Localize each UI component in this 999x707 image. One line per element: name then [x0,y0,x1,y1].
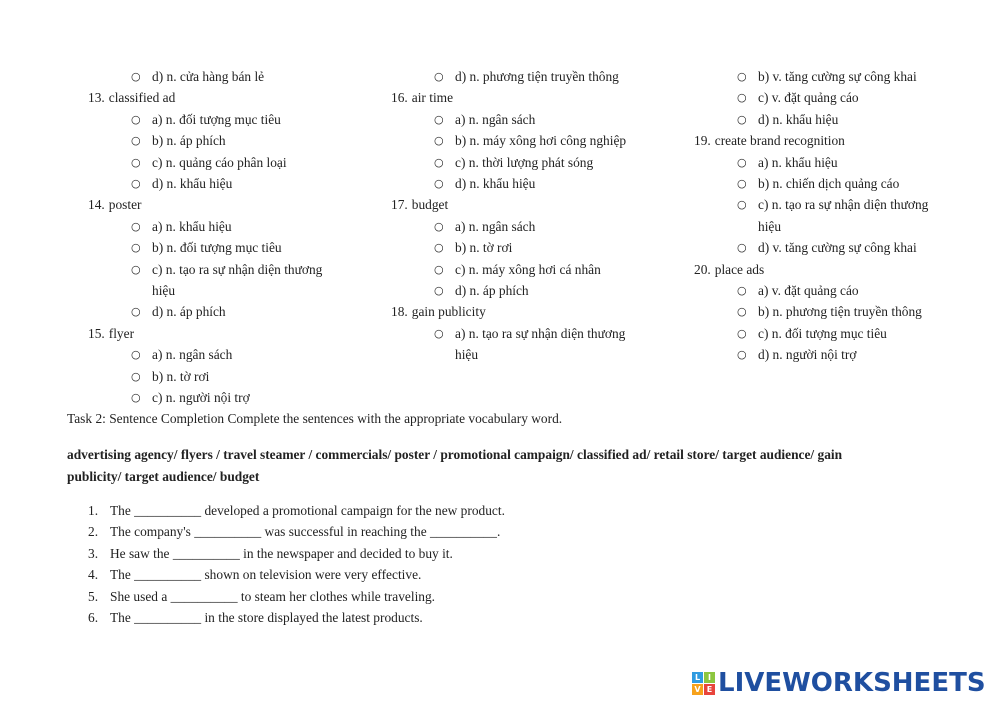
circle-bullet-icon: ○ [434,262,444,276]
answer-option-text: c) n. quảng cáo phân loại [152,154,287,170]
sentence-number: 5. [88,588,99,604]
answer-option-text: d) n. phương tiện truyền thông [455,69,619,84]
question-block [88,323,388,409]
answer-option-text: c) n. đối tượng mục tiêu [758,325,887,341]
circle-bullet-icon: ○ [737,305,747,319]
question-term: classified ad [108,90,176,106]
question-column-3 [694,66,994,366]
sentence-item [88,586,788,607]
answer-option[interactable] [88,152,342,173]
question-number: 16. [391,90,408,106]
sentence-text: The __________ developed a promotional campaign for the new product. [110,503,505,518]
answer-option-text: a) n. tạo ra sự nhận diện thương hiệu [455,325,626,363]
question-term: air time [411,90,454,106]
sentence-number: 3. [88,545,99,561]
answer-option[interactable] [694,280,948,301]
question-term: place ads [714,261,765,277]
question-block [391,87,691,194]
answer-option[interactable] [391,280,645,301]
answer-option-text: b) n. đối tượng mục tiêu [152,240,282,256]
sentence-number: 6. [88,610,99,626]
answer-option[interactable] [88,173,342,194]
sentence-number: 1. [88,503,99,518]
answer-option[interactable] [391,216,645,237]
answer-option[interactable] [694,152,948,173]
question-block [694,66,994,130]
circle-bullet-icon: ○ [131,155,141,169]
circle-bullet-icon: ○ [131,219,141,233]
answer-option[interactable] [694,323,948,344]
question-block [88,87,388,194]
question-block [88,194,388,322]
answer-option[interactable] [88,66,342,87]
answer-option[interactable] [88,259,342,302]
circle-bullet-icon: ○ [434,112,444,126]
logo-grid-icon [692,672,715,695]
logo-letter: I [704,672,715,683]
question-column-2 [391,66,691,366]
question-term: gain publicity [411,304,486,320]
circle-bullet-icon: ○ [737,241,747,255]
circle-bullet-icon: ○ [737,91,747,105]
answer-option[interactable] [694,194,948,237]
answer-option[interactable] [88,344,342,365]
question-column-1 [88,66,388,408]
circle-bullet-icon: ○ [434,70,444,83]
circle-bullet-icon: ○ [434,134,444,148]
answer-option[interactable] [88,130,342,151]
answer-option-text: a) n. khẩu hiệu [152,218,232,234]
task2-title: Task 2: Sentence Completion Complete the sentences with the appropriate vocabulary word. [67,411,563,426]
sentence-text: The __________ in the store displayed the latest products. [110,610,423,626]
answer-option-text: b) n. chiến dịch quảng cáo [758,176,900,192]
sentence-item [88,521,788,542]
logo-letter: E [704,684,715,695]
sentence-number: 4. [88,567,99,583]
question-number: 18. [391,304,408,320]
word-bank: advertising agency/ flyers / travel steamer / commercials/ poster / promotional campaign/ classified ad/ retail store/ target audience/ gain publicity/ target audience/ budget [67,447,843,484]
answer-option[interactable] [694,237,948,258]
answer-option-text: d) n. khẩu hiệu [758,111,839,127]
circle-bullet-icon: ○ [131,262,141,276]
answer-option[interactable] [88,301,342,322]
circle-bullet-icon: ○ [131,391,141,405]
question-block [391,301,691,365]
circle-bullet-icon: ○ [434,284,444,298]
sentence-number: 2. [88,524,99,540]
question-block [694,130,994,258]
answer-option-text: d) n. khẩu hiệu [152,176,233,192]
answer-option-text: d) n. cửa hàng bán lẻ [152,69,265,84]
sentence-text: He saw the __________ in the newspaper and decided to buy it. [110,545,453,561]
answer-option-text: b) v. tăng cường sự công khai [758,69,917,84]
circle-bullet-icon: ○ [434,326,444,340]
answer-option-text: c) n. người nội trợ [152,390,250,406]
circle-bullet-icon: ○ [434,219,444,233]
answer-option-text: d) v. tăng cường sự công khai [758,240,917,256]
answer-option-text: d) n. áp phích [152,304,226,320]
circle-bullet-icon: ○ [434,155,444,169]
question-heading [694,130,994,151]
question-heading [88,194,388,215]
circle-bullet-icon: ○ [131,134,141,148]
sentence-text: The __________ shown on television were very effective. [110,567,422,583]
question-block [391,66,691,87]
answer-option-text: c) n. máy xông hơi cá nhân [455,261,601,277]
sentence-item [88,564,788,585]
question-number: 17. [391,197,408,213]
answer-option-text: a) n. đối tượng mục tiêu [152,111,281,127]
circle-bullet-icon: ○ [737,326,747,340]
answer-option-text: c) n. thời lượng phát sóng [455,154,594,170]
sentence-item [88,607,788,628]
circle-bullet-icon: ○ [737,70,747,83]
circle-bullet-icon: ○ [131,112,141,126]
sentence-text: She used a __________ to steam her clothes while traveling. [110,588,436,604]
answer-option-text: c) n. tạo ra sự nhận diện thương hiệu [152,261,323,299]
answer-option[interactable] [694,109,948,130]
question-heading [88,323,388,344]
question-number: 14. [88,197,105,213]
sentence-text: The company's __________ was successful in reaching the __________. [110,524,501,540]
answer-option-text: a) n. ngân sách [152,347,233,363]
answer-option[interactable] [88,366,342,387]
sentence-item [88,500,788,521]
circle-bullet-icon: ○ [737,348,747,362]
question-term: poster [108,197,142,213]
question-number: 19. [694,133,711,149]
answer-option-text: a) n. khẩu hiệu [758,154,838,170]
question-number: 15. [88,325,105,341]
answer-option[interactable] [694,66,948,87]
answer-option-text: b) n. máy xông hơi công nghiệp [455,133,627,149]
question-heading [391,194,691,215]
circle-bullet-icon: ○ [131,369,141,383]
answer-option[interactable] [88,237,342,258]
logo-letter: V [692,684,703,695]
question-heading [694,259,994,280]
question-block [694,259,994,366]
liveworksheets-logo [692,666,986,700]
brand-text: LIVEWORKSHEETS [718,668,986,698]
circle-bullet-icon: ○ [434,177,444,191]
answer-option-text: c) v. đặt quảng cáo [758,90,859,106]
answer-option-text: b) n. áp phích [152,133,226,149]
circle-bullet-icon: ○ [131,70,141,83]
circle-bullet-icon: ○ [737,177,747,191]
answer-option[interactable] [391,259,645,280]
circle-bullet-icon: ○ [131,305,141,319]
question-term: create brand recognition [714,133,845,149]
circle-bullet-icon: ○ [737,284,747,298]
answer-option[interactable] [694,173,948,194]
answer-option[interactable] [391,173,645,194]
question-block [391,194,691,301]
answer-option[interactable] [694,301,948,322]
answer-option-text: a) v. đặt quảng cáo [758,283,859,299]
question-number: 20. [694,261,711,277]
sentence-item [88,543,788,564]
question-heading [88,87,388,108]
answer-option[interactable] [88,387,342,408]
answer-option[interactable] [391,109,645,130]
question-heading [391,301,691,322]
question-heading [391,87,691,108]
answer-option-text: a) n. ngân sách [455,218,536,234]
answer-option[interactable] [391,66,645,87]
answer-option[interactable] [88,109,342,130]
circle-bullet-icon: ○ [131,348,141,362]
question-term: budget [411,197,449,213]
question-number: 13. [88,90,105,106]
answer-option-text: d) n. người nội trợ [758,347,857,363]
circle-bullet-icon: ○ [737,112,747,126]
answer-option-text: c) n. tạo ra sự nhận diện thương hiệu [758,197,929,234]
answer-option-text: b) n. tờ rơi [152,368,210,384]
answer-option[interactable] [694,344,948,365]
answer-option-text: b) n. tờ rơi [455,240,513,256]
circle-bullet-icon: ○ [737,198,747,212]
answer-option-text: b) n. phương tiện truyền thông [758,304,922,320]
circle-bullet-icon: ○ [131,241,141,255]
answer-option-text: d) n. khẩu hiệu [455,176,536,192]
answer-option[interactable] [391,237,645,258]
sentence-list [88,500,788,628]
logo-letter: L [692,672,703,683]
question-term: flyer [108,325,135,341]
answer-option-text: a) n. ngân sách [455,111,536,127]
circle-bullet-icon: ○ [737,155,747,169]
circle-bullet-icon: ○ [434,241,444,255]
question-block [88,66,388,87]
answer-option[interactable] [88,216,342,237]
answer-option-text: d) n. áp phích [455,283,529,299]
circle-bullet-icon: ○ [131,177,141,191]
answer-option[interactable] [391,323,645,366]
answer-option[interactable] [391,152,645,173]
answer-option[interactable] [391,130,645,151]
answer-option[interactable] [694,87,948,108]
